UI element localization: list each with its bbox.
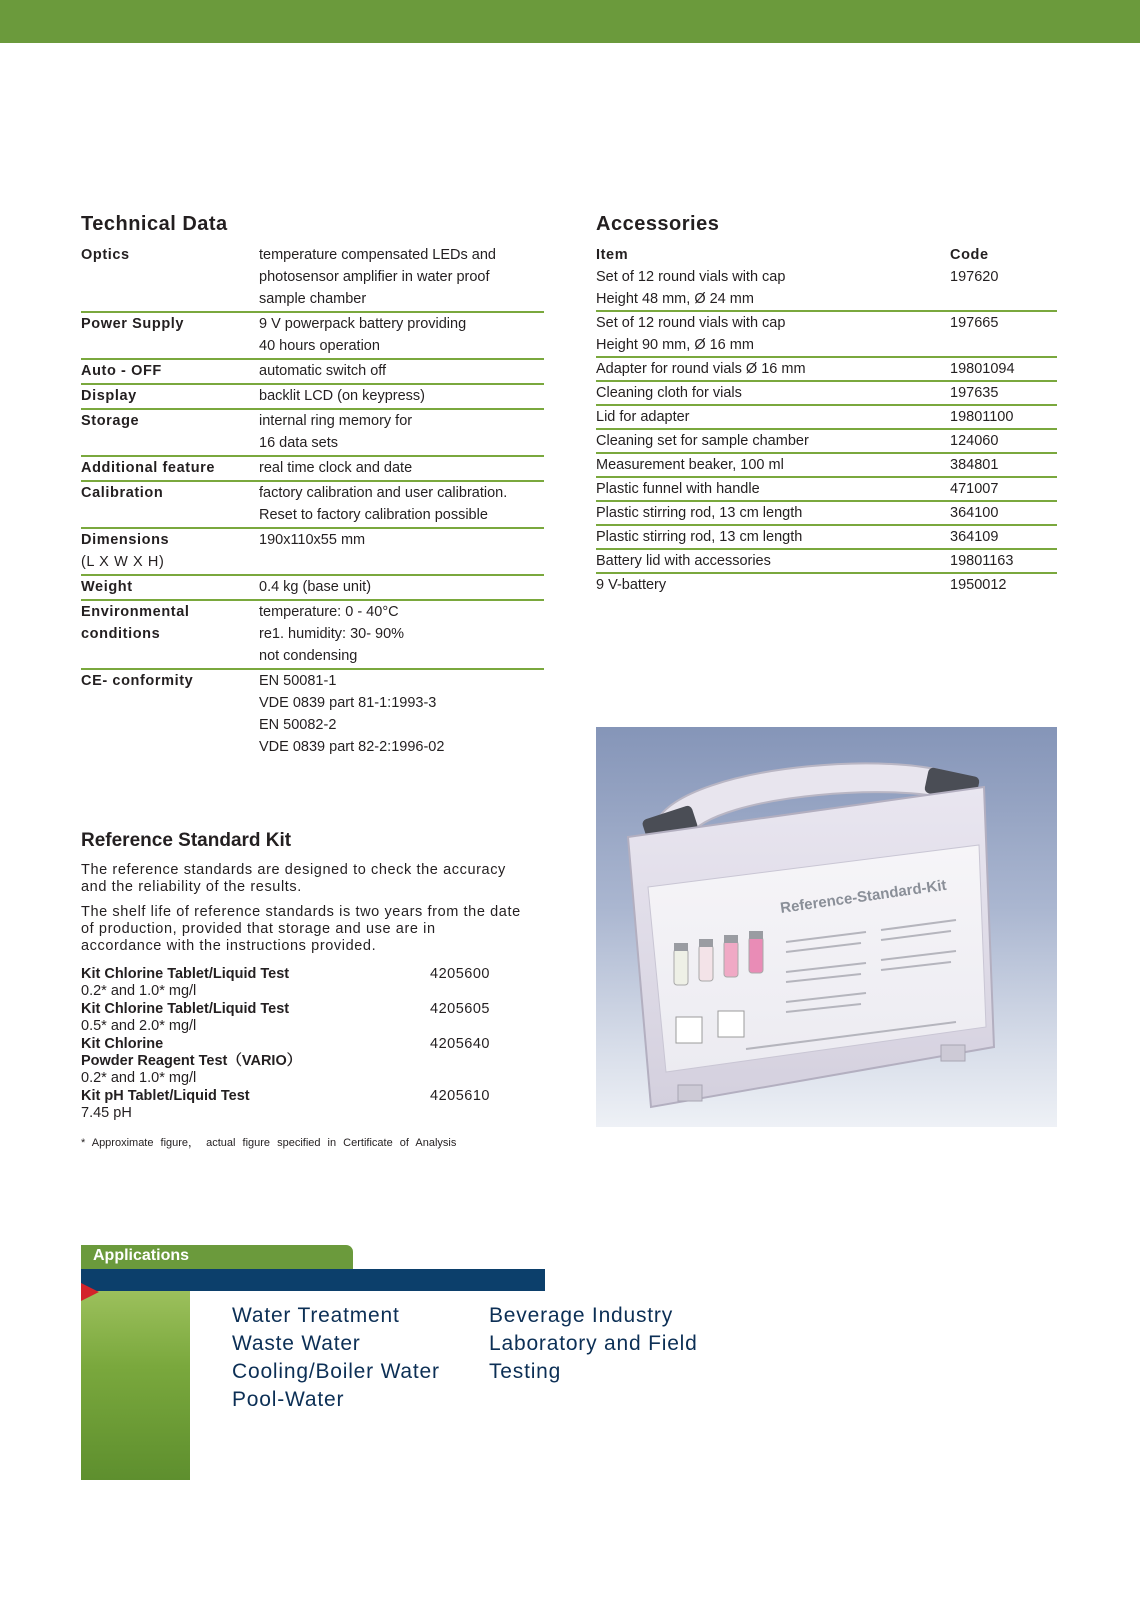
tech-row [81, 601, 544, 670]
footnote: * Approximate figure， actual figure specified in Certificate of Analysis [81, 1137, 457, 1149]
tech-value-line: 16 data sets [259, 435, 338, 451]
accessory-row [596, 454, 1057, 478]
accessory-item [596, 430, 950, 452]
tech-value [259, 410, 544, 454]
tech-value [259, 385, 544, 407]
tech-label: Weight [81, 579, 133, 595]
tech-value-line: temperature compensated LEDs and [259, 247, 496, 263]
accessories-header [596, 244, 1057, 266]
tech-row [81, 576, 544, 601]
tech-label: Optics [81, 247, 130, 263]
tech-value-line: re1. humidity: 30- 90% [259, 626, 405, 642]
accessory-item-line: Plastic stirring rod, 13 cm length [596, 529, 803, 545]
kit-code: 4205610 [430, 1088, 490, 1104]
kit-name-line: Kit Chlorine Tablet/Liquid Test [81, 1001, 290, 1017]
kit-name-line: Kit Chlorine Tablet/Liquid Test [81, 966, 290, 982]
tech-value [259, 576, 544, 598]
accessory-item-line: Set of 12 round vials with cap [596, 315, 786, 331]
tech-row [81, 244, 544, 313]
tech-value [259, 482, 544, 526]
accessory-code: 384801 [950, 457, 999, 473]
tech-label: Power Supply [81, 316, 185, 332]
kit-case-illustration [596, 727, 1057, 1127]
accessories-table [596, 244, 1057, 596]
accessory-code: 19801094 [950, 361, 1015, 377]
tech-label: Environmental conditions [81, 604, 190, 642]
reference-kit-paragraph-1: The reference standards are designed to check the accuracy and the reliability of the results. [81, 862, 506, 895]
tech-value-line: 190x110x55 mm [259, 532, 366, 548]
top-green-band [0, 0, 1140, 43]
tech-value-line: temperature: 0 - 40°C [259, 604, 399, 620]
accessory-row [596, 406, 1057, 430]
kit-name-line: Kit pH Tablet/Liquid Test [81, 1088, 250, 1104]
tech-label: Dimensions [81, 532, 170, 548]
tech-value-line: Reset to factory calibration possible [259, 507, 488, 523]
tech-value-line: 40 hours operation [259, 338, 380, 354]
accessory-item-line: 9 V-battery [596, 577, 667, 593]
tech-value-line: real time clock and date [259, 460, 413, 476]
kit-name-line: Powder Reagent Test（VARIO） [81, 1053, 302, 1069]
application-item: Cooling/Boiler Water [232, 1360, 440, 1383]
accessory-item [596, 502, 950, 524]
kit-code: 4205640 [430, 1036, 490, 1052]
application-item: Testing [489, 1360, 562, 1383]
tech-label: Display [81, 388, 137, 404]
tech-row [81, 457, 544, 482]
application-item: Waste Water [232, 1332, 361, 1355]
tech-label: Storage [81, 413, 140, 429]
kit-entry [81, 1088, 521, 1122]
applications-column-2 [489, 1302, 698, 1386]
accessory-item [596, 550, 950, 572]
technical-data-table [81, 244, 544, 759]
accessory-code: 197620 [950, 269, 999, 285]
applications-heading: Applications [93, 1247, 190, 1264]
accessory-item-line: Height 48 mm, Ø 24 mm [596, 291, 754, 307]
applications-tab [81, 1245, 353, 1269]
accessories-heading: Accessories [596, 213, 720, 235]
application-item: Beverage Industry [489, 1304, 674, 1327]
case-label-text: Reference-Standard-Kit [779, 876, 948, 917]
tech-value-line: not condensing [259, 648, 358, 664]
kit-range: 0.5* and 2.0* mg/l [81, 1018, 197, 1034]
tech-value-line: sample chamber [259, 291, 367, 307]
tech-value [259, 360, 544, 382]
accessory-code: 364100 [950, 505, 999, 521]
tech-label: Auto - OFF [81, 363, 162, 379]
tech-value-line: 0.4 kg (base unit) [259, 579, 372, 595]
tech-value-line: internal ring memory for [259, 413, 413, 429]
accessory-item-line: Measurement beaker, 100 ml [596, 457, 784, 473]
applications-column-1 [232, 1302, 440, 1414]
tech-row [81, 313, 544, 360]
reference-kit-section [81, 830, 521, 963]
tech-label: CE- conformity [81, 673, 194, 689]
accessory-code: 1950012 [950, 577, 1007, 593]
tech-label-sub: (L X W X H) [81, 554, 165, 570]
accessory-item [596, 478, 950, 500]
accessory-item-line: Battery lid with accessories [596, 553, 771, 569]
tech-value [259, 244, 544, 310]
accessory-row [596, 574, 1057, 596]
application-item: Laboratory and Field [489, 1332, 698, 1355]
accessory-item [596, 266, 950, 310]
accessory-code: 124060 [950, 433, 999, 449]
kit-name [81, 1088, 401, 1105]
tech-value [259, 670, 544, 758]
tech-row [81, 410, 544, 457]
accessory-row [596, 526, 1057, 550]
accessory-item [596, 358, 950, 380]
applications-green-block [81, 1291, 190, 1480]
accessory-item-line: Cleaning set for sample chamber [596, 433, 809, 449]
technical-data-heading: Technical Data [81, 213, 228, 235]
tech-label: Additional feature [81, 460, 216, 476]
tech-row [81, 385, 544, 410]
kit-range: 0.2* and 1.0* mg/l [81, 983, 197, 999]
accessory-code: 19801100 [950, 409, 1014, 425]
kit-entry [81, 1036, 521, 1087]
reference-kit-paragraph-2: The shelf life of reference standards is two years from the date of production, provided that storage and use are in accordance with the instructions provided. [81, 904, 521, 954]
tech-value-line: automatic switch off [259, 363, 387, 379]
accessory-code: 19801163 [950, 553, 1014, 569]
accessory-item-line: Height 90 mm, Ø 16 mm [596, 337, 754, 353]
accessory-row [596, 382, 1057, 406]
tech-row [81, 670, 544, 759]
reference-kit-heading: Reference Standard Kit [81, 830, 292, 851]
accessory-item-line: Cleaning cloth for vials [596, 385, 742, 401]
kit-range: 0.2* and 1.0* mg/l [81, 1070, 197, 1086]
tech-value [259, 313, 544, 357]
tech-value-line: VDE 0839 part 82-2:1996-02 [259, 739, 445, 755]
reference-kit-list [81, 966, 521, 1123]
accessory-item-line: Lid for adapter [596, 409, 690, 425]
tech-value-line: EN 50081-1 [259, 673, 337, 689]
tech-label: Calibration [81, 485, 164, 501]
accessory-row [596, 502, 1057, 526]
application-item: Water Treatment [232, 1304, 400, 1327]
accessory-item-line: Set of 12 round vials with cap [596, 269, 786, 285]
application-item: Pool-Water [232, 1388, 345, 1411]
tech-value-line: EN 50082-2 [259, 717, 337, 733]
tech-value-line: VDE 0839 part 81-1:1993-3 [259, 695, 437, 711]
accessory-row [596, 478, 1057, 502]
kit-name-line: Kit Chlorine [81, 1036, 164, 1052]
accessory-code: 197635 [950, 385, 999, 401]
accessory-row [596, 358, 1057, 382]
kit-code: 4205605 [430, 1001, 490, 1017]
accessory-row [596, 312, 1057, 358]
accessory-item [596, 526, 950, 548]
kit-entry [81, 966, 521, 1000]
tech-value-line: backlit LCD (on keypress) [259, 388, 425, 404]
code-column-header: Code [950, 247, 989, 263]
accessory-code: 471007 [950, 481, 999, 497]
accessory-code: 364109 [950, 529, 999, 545]
accessory-code: 197665 [950, 315, 999, 331]
kit-case-photo [596, 727, 1057, 1127]
tech-value-line: factory calibration and user calibration. [259, 485, 508, 501]
kit-range: 7.45 pH [81, 1105, 132, 1121]
kit-name [81, 1001, 401, 1018]
tech-label-block [81, 529, 259, 573]
tech-row [81, 482, 544, 529]
accessory-item [596, 382, 950, 404]
tech-row [81, 360, 544, 385]
kit-code: 4205600 [430, 966, 490, 982]
accessory-row [596, 550, 1057, 574]
accessory-item [596, 312, 950, 356]
accessory-item-line: Plastic stirring rod, 13 cm length [596, 505, 803, 521]
tech-row [81, 529, 544, 576]
accessory-item-line: Plastic funnel with handle [596, 481, 760, 497]
kit-entry [81, 1001, 521, 1035]
applications-blue-band [81, 1269, 545, 1291]
accessory-item [596, 574, 950, 596]
accessory-row [596, 430, 1057, 454]
accessory-item [596, 406, 950, 428]
tech-value-line: 9 V powerpack battery providing [259, 316, 467, 332]
tech-value [259, 529, 544, 573]
accessory-row [596, 266, 1057, 312]
item-column-header: Item [596, 247, 629, 263]
tech-value [259, 601, 544, 667]
accessory-item [596, 454, 950, 476]
kit-name [81, 1036, 401, 1070]
accessory-item-line: Adapter for round vials Ø 16 mm [596, 361, 806, 377]
tech-value [259, 457, 544, 479]
arrow-icon [81, 1283, 99, 1301]
kit-name [81, 966, 401, 983]
tech-value-line: photosensor amplifier in water proof [259, 269, 490, 285]
